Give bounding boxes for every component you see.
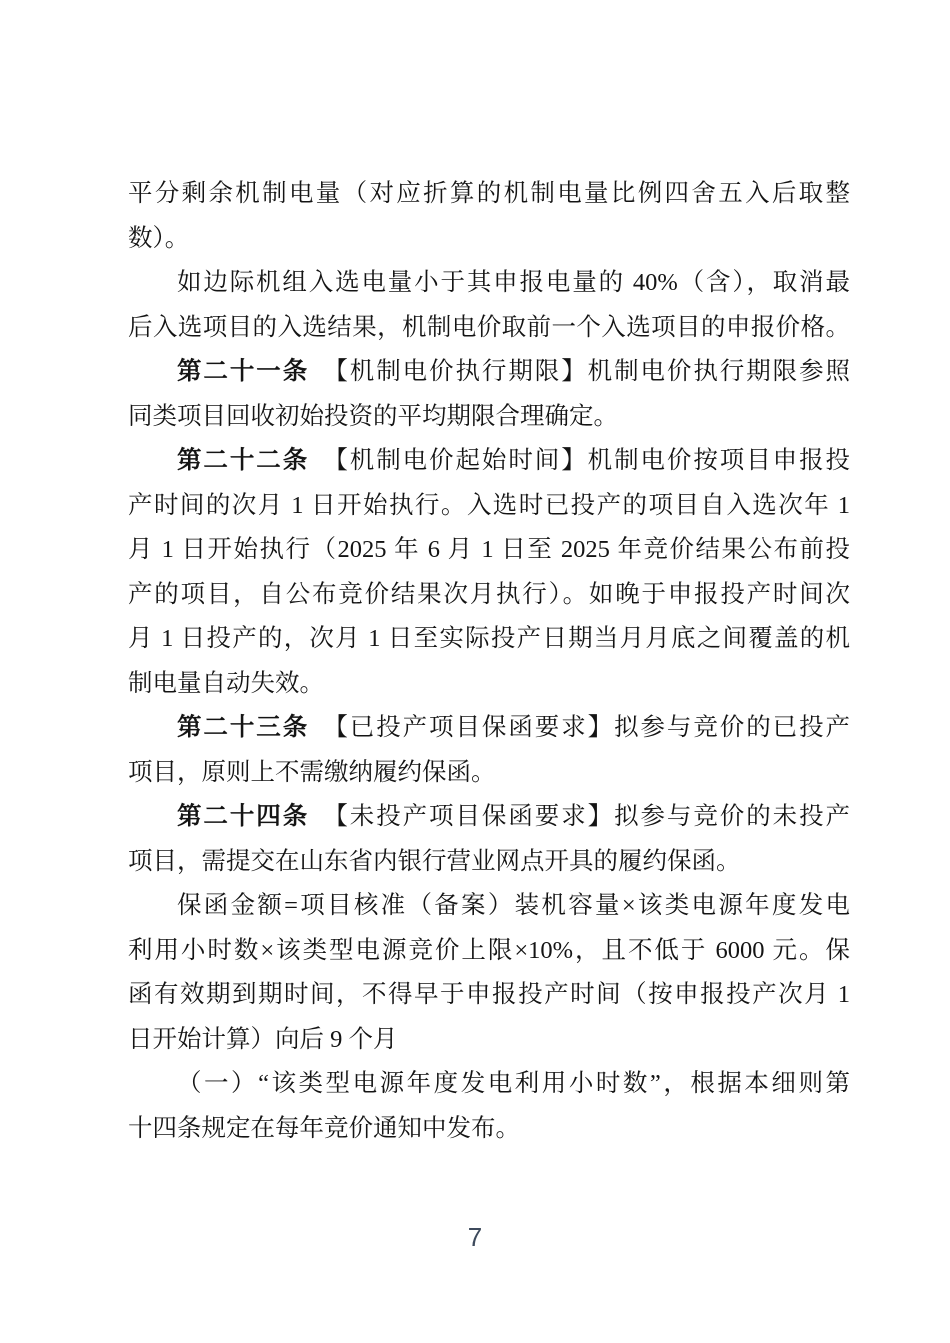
text-segment: 月 1 日开始执行（2025 年 6 月 1 日至 2025 年竞价结果公布前投 [128, 536, 850, 563]
text-line [128, 261, 850, 306]
text-line [128, 617, 850, 662]
text-segment: （一）“该类型电源年度发电利用小时数”，根据本细则第 [177, 1070, 850, 1097]
text-line [128, 1107, 850, 1152]
text-segment: 【未投产项目保函要求】拟参与竞价的未投产 [309, 803, 850, 830]
text-line [128, 306, 850, 351]
text-line [128, 1018, 850, 1063]
text-segment: 产时间的次月 1 日开始执行。入选时已投产的项目自入选次年 1 [128, 491, 850, 519]
text-segment: 十四条规定在每年竞价通知中发布。 [128, 1114, 520, 1142]
page-number: 7 [467, 1222, 483, 1252]
text-line [128, 751, 850, 796]
text-line [128, 706, 850, 751]
text-segment: 项目，原则上不需缴纳履约保函。 [128, 758, 496, 786]
article-number: 第二十一条 [177, 358, 310, 385]
text-segment: 保函金额=项目核准（备案）装机容量×该类电源年度发电 [177, 892, 850, 919]
text-line [128, 395, 850, 440]
text-segment: 【已投产项目保函要求】拟参与竞价的已投产 [309, 714, 850, 741]
article-number: 第二十二条 [177, 447, 310, 474]
text-line [128, 573, 850, 618]
text-line [128, 172, 850, 217]
text-segment: 项目，需提交在山东省内银行营业网点开具的履约保函。 [128, 847, 741, 875]
text-line [128, 350, 850, 395]
text-line [128, 884, 850, 929]
text-segment: 同类项目回收初始投资的平均期限合理确定。 [128, 402, 618, 430]
text-line [128, 1062, 850, 1107]
text-segment: 函有效期到期时间，不得早于申报投产时间（按申报投产次月 1 [128, 981, 850, 1008]
text-segment: 平分剩余机制电量（对应折算的机制电量比例四舍五入后取整 [128, 180, 850, 207]
text-segment: 数）。 [128, 224, 190, 252]
text-line [128, 973, 850, 1018]
text-line [128, 217, 850, 262]
article-number: 第二十三条 [177, 714, 310, 741]
article-number: 第二十四条 [177, 803, 310, 830]
text-line [128, 528, 850, 573]
text-line [128, 840, 850, 885]
text-segment: 制电量自动失效。 [128, 669, 324, 697]
text-segment: 【机制电价起始时间】机制电价按项目申报投 [309, 447, 850, 474]
document-body [128, 172, 850, 1151]
text-segment: 日开始计算）向后 9 个月 [128, 1025, 398, 1053]
text-line [128, 795, 850, 840]
text-line [128, 484, 850, 529]
text-line [128, 662, 850, 707]
text-line [128, 439, 850, 484]
text-segment: 后入选项目的入选结果，机制电价取前一个入选项目的申报价格。 [128, 313, 850, 341]
text-segment: 如边际机组入选电量小于其申报电量的 40%（含），取消最 [177, 269, 850, 296]
text-segment: 【机制电价执行期限】机制电价执行期限参照 [309, 358, 850, 385]
text-line [128, 929, 850, 974]
text-segment: 利用小时数×该类型电源竞价上限×10%，且不低于 6000 元。保 [128, 936, 850, 964]
text-segment: 月 1 日投产的，次月 1 日至实际投产日期当月月底之间覆盖的机 [128, 625, 850, 652]
text-segment: 产的项目，自公布竞价结果次月执行）。如晚于申报投产时间次 [128, 580, 850, 608]
